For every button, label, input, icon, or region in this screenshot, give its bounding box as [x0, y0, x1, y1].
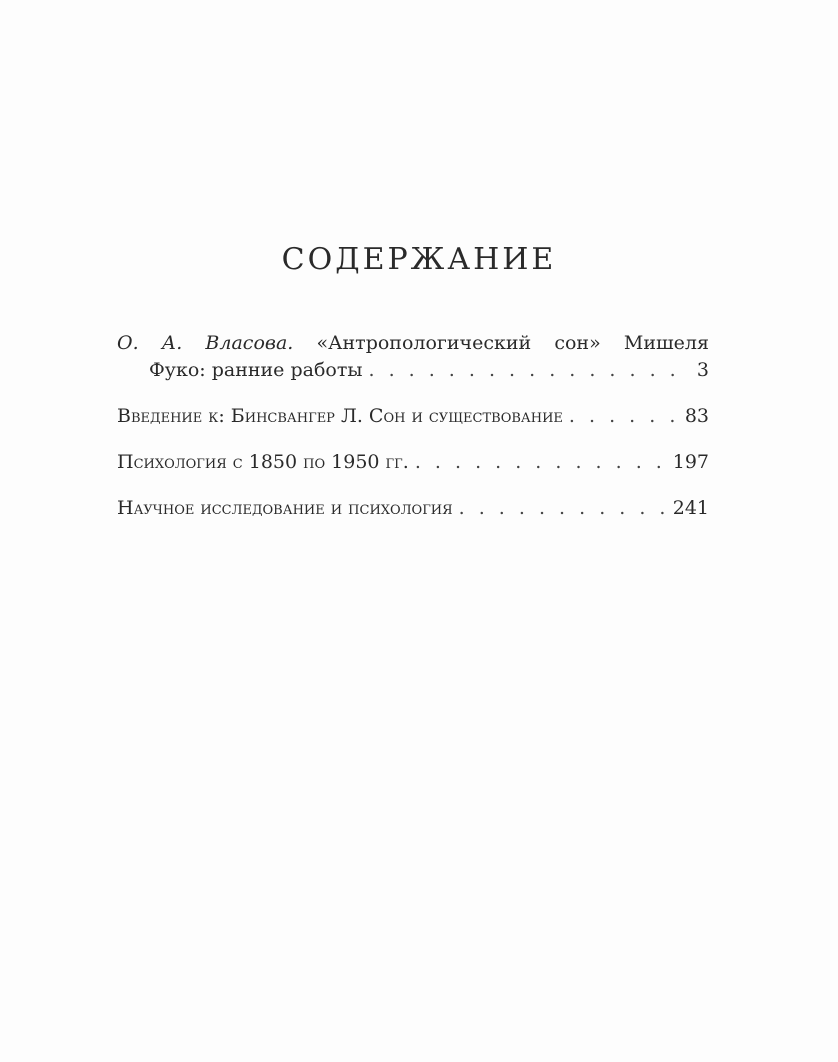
toc-heading: СОДЕРЖАНИЕ: [281, 242, 557, 277]
toc-entry: [117, 449, 709, 476]
toc-entry-title-line1: «Антропологический сон» Мишеля: [316, 332, 709, 354]
toc-entry-first-line: [117, 330, 709, 357]
toc-entry-line: [117, 449, 709, 476]
toc-entry-line: [117, 403, 709, 430]
toc-entry-line: [117, 357, 709, 384]
toc-entry-line: [117, 495, 709, 522]
toc-entry-author: О. А. Власова.: [117, 332, 294, 354]
toc-entry: [117, 330, 709, 384]
toc-entry-title: Введение к: Бинсвангер Л. Сон и существование: [117, 405, 563, 427]
toc-entry-page: 241: [672, 497, 709, 519]
toc-entry: [117, 495, 709, 522]
dot-leader: [415, 449, 665, 476]
toc-entry-title-line2: Фуко: ранние работы: [149, 359, 363, 381]
toc-entry-page: 83: [684, 405, 709, 427]
dot-leader: [368, 357, 688, 384]
dot-leader: [569, 403, 677, 430]
dot-leader: [459, 495, 665, 522]
toc-entry-title: Психология с 1850 по 1950 гг.: [117, 451, 409, 473]
toc-entry-page: 3: [696, 359, 709, 381]
table-of-contents: [117, 330, 709, 522]
toc-entry-title: Научное исследование и психология: [117, 497, 453, 519]
toc-entry: [117, 403, 709, 430]
toc-entry-page: 197: [672, 451, 709, 473]
